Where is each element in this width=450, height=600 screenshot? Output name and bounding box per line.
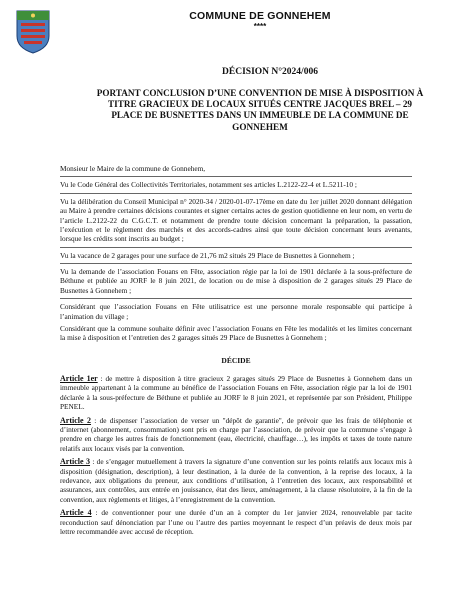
commune-coat-of-arms-icon xyxy=(16,10,50,54)
article-text: : de conventionner pour une durée d’un an à compter du 1er janvier 2024, renouvelable par tacite reconduction sauf dénonciation par l’une ou l’autre des parties moyennant le respect d’un préavis de deux mois par lettre recommandée avec accusé de réception. xyxy=(60,508,412,537)
article-text: : de dispenser l’association de verser un "dépôt de garantie", de prévoir que les frais de téléphonie et d’internet (abonnement, consommation) sont pris en charge par l’association, de prévoir que la commune s’engage à prendre en charge les autres frais de fonctionnement (eau, électricité, chauffage…), les impôts et taxes de toute nature relatifs aux locaux visés par la convention. xyxy=(60,415,413,453)
decision-subject: PORTANT CONCLUSION D’UNE CONVENTION DE MISE À DISPOSITION À TITRE GRACIEUX DE LOCAUX SITUÉS CENTRE JACQUES BREL – 29 PLACE DE BUSNETTES DANS UN IMMEUBLE DE LA COMMUNE DE GONNEHEM xyxy=(96,88,424,132)
decide-heading: DÉCIDE xyxy=(221,356,251,365)
article-label: Article 1er xyxy=(60,374,98,383)
article-label: Article 2 xyxy=(60,415,92,425)
divider xyxy=(60,263,412,264)
articles-block xyxy=(60,374,412,541)
article-text: : de s’engager mutuellement à travers la signature d’une convention sur les points relatifs aux locaux mis à disposition (désignation, description), à leur destination, à la durée de la convention, à la reprise des locaux, à la redevance, aux obligations du preneur, aux conditions d’utilisation, à l’entretien des locaux, aux responsabilité et assurances, aux contrôles, aux entrée en jouissance, état des lieux, aménagement, à la clause résolutoire, à la fin de la convention, aux règlements et litiges, à l’enregistrement de la convention. xyxy=(60,457,412,504)
article-paragraph xyxy=(60,457,412,504)
considerations-block xyxy=(60,164,412,346)
header-stars: **** xyxy=(253,22,267,31)
article-paragraph xyxy=(60,416,412,454)
divider xyxy=(60,298,412,299)
consideration-paragraph: Vu la demande de l’association Fouans en Fête, association régie par la loi de 1901 déclarée à la sous-préfecture de Béthune et publiée au JORF le 8 juin 2021, de location ou de mise à disposition de 2 garages situés 29 Place de Busnettes à Gonnehem ; xyxy=(60,267,412,295)
divider xyxy=(60,247,412,248)
article-label: Article 3 xyxy=(60,457,91,467)
article-paragraph xyxy=(60,374,412,412)
divider xyxy=(60,176,412,177)
consideration-paragraph: Considérant que la commune souhaite définir avec l’association Fouans en Fête les modalités et les limites concernant la mise à disposition et l’entretien des 2 garages situés 29 Place de Busnettes à Gonnehem ; xyxy=(60,323,412,343)
commune-name: COMMUNE DE GONNEHEM xyxy=(189,10,331,22)
divider xyxy=(60,193,412,194)
consideration-paragraph: Vu le Code Général des Collectivités Territoriales, notamment ses articles L.2122-22-4 et L.5211-10 ; xyxy=(60,180,357,190)
article-text: : de mettre à disposition à titre gracieux 2 garages situés 29 Place de Busnettes à Gonnehem dans un immeuble appartenant à la commune au bénéfice de l’association Fouans en Fête, association régie par la loi de 1901 déclarée à la sous-préfecture de Béthune et publiée au JORF le 8 juin 2021, et représentée par son Président, Philippe PENEL. xyxy=(60,374,412,412)
consideration-paragraph: Considérant que l’association Fouans en Fête utilisatrice est une personne morale responsable qui participe à l’animation du village ; xyxy=(60,302,412,321)
consideration-paragraph: Vu la délibération du Conseil Municipal n° 2020-34 / 2020-01-07-17ème en date du 1er juillet 2020 donnant délégation au Maire à prendre certaines décisions courantes et signer certains actes de gestion quotidienne en leur nom, en vertu de l’article L.2122-22 du C.G.C.T. et notamment de prendre toute décision concernant la préparation, la passation, l’exécution et le règlement des marchés et des accords-cadres ainsi que toute décision concernant leurs avenants, lorsque les crédits sont inscrits au budget ; xyxy=(60,196,412,244)
article-paragraph xyxy=(60,508,412,536)
article-label: Article 4 xyxy=(60,508,92,518)
consideration-paragraph: Monsieur le Maire de la commune de Gonnehem, xyxy=(60,164,206,173)
decision-number: DÉCISION N°2024/006 xyxy=(222,67,318,77)
consideration-paragraph: Vu la vacance de 2 garages pour une surface de 21,76 m2 situés 29 Place de Busnettes à Gonnehem ; xyxy=(60,250,355,260)
